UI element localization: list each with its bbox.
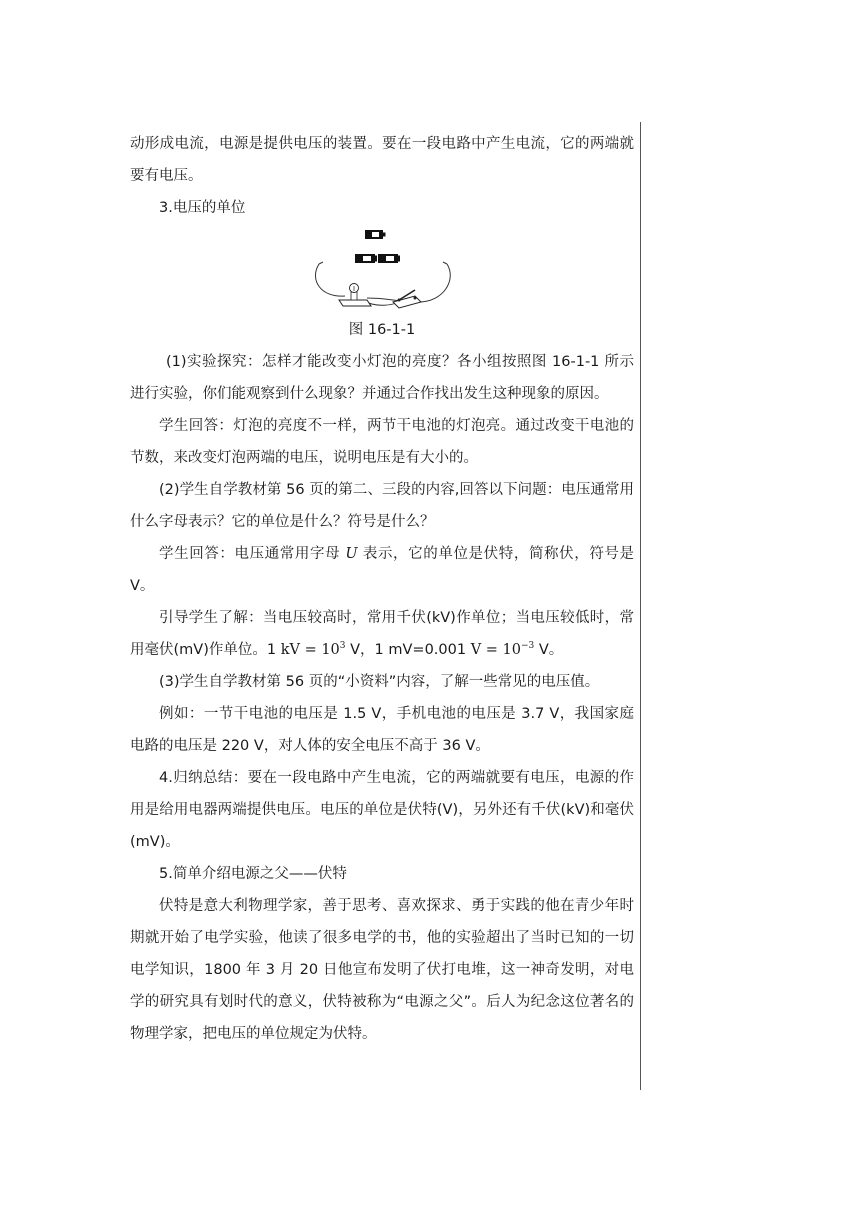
paragraph-student-answer-1: 学生回答：灯泡的亮度不一样，两节干电池的灯泡亮。通过改变干电池的节数，来改变灯泡两端的电压，说明电压是有大小的。 (130, 418, 634, 466)
section-heading-3: 3.电压的单位 (159, 200, 246, 216)
paragraph-continuation: 动形成电流，电源是提供电压的装置。要在一段电路中产生电流，它的两端就要有电压。 (130, 136, 634, 184)
paragraph-self-study-2: (3)学生自学教材第 56 页的“小资料”内容，了解一些常见的电压值。 (159, 674, 600, 690)
wire-right (367, 264, 450, 302)
paragraph-self-study-1: (2)学生自学教材第 56 页的第二、三段的内容,回答以下问题：电压通常用什么字母表示？它的单位是什么？符号是什么？ (130, 482, 634, 530)
formula-mv: $V = 10^{-3}$ (470, 641, 535, 658)
double-battery-icon (355, 254, 400, 263)
single-battery-icon (365, 230, 386, 239)
paragraph-student-answer-2: 学生回答：电压通常用字母 U 表示，它的单位是伏特，简称伏，符号是 V。 (130, 546, 635, 594)
paragraph-experiment: (1)实验探究：怎样才能改变小灯泡的亮度？各小组按照图 16-1-1 所示进行实验，你们能观察到什么现象？并通过合作找出发生这种现象的原因。 (130, 354, 634, 402)
switch-icon (393, 290, 421, 308)
circuit-diagram (307, 228, 457, 314)
bulb-icon (339, 284, 371, 307)
paragraph-unit-guide: 引导学生了解：当电压较高时，常用千伏(kV)作单位；当电压较低时，常用毫伏(mV)作单位。1 kV = $10^3$ V，1 mV=0.001 $V = 10^{-3}$ V。 (130, 610, 634, 658)
wire-left (315, 264, 345, 296)
paragraph-summary: 4.归纳总结：要在一段电路中产生电流，它的两端就要有电压，电源的作用是给用电器两端提供电压。电压的单位是伏特(V)，另外还有千伏(kV)和毫伏(mV)。 (130, 770, 634, 850)
figure-caption: 图 16-1-1 (348, 322, 416, 338)
section-heading-5: 5.简单介绍电源之父——伏特 (159, 866, 347, 882)
voltage-symbol: U (345, 546, 358, 562)
formula-kv: kV = $10^3$ (280, 641, 346, 658)
document-body (130, 128, 634, 1050)
circuit-figure (130, 228, 634, 314)
paragraph-volta: 伏特是意大利物理学家，善于思考、喜欢探求、勇于实践的他在青少年时期就开始了电学实验，他读了很多电学的书，他的实验超出了当时已知的一切电学知识，1800 年 3 月 20 日他宣布发明了伏打电堆，这一神奇发明，对电学的研究具有划时代的意义，伏特被称为“电源之父”。后人为纪念这位著名的物理学家，把电压的单位规定为伏特。 (130, 898, 634, 1042)
paragraph-example: 例如：一节干电池的电压是 1.5 V，手机电池的电压是 3.7 V，我国家庭电路的电压是 220 V，对人体的安全电压不高于 36 V。 (130, 706, 634, 754)
table-border-line (640, 122, 641, 1090)
